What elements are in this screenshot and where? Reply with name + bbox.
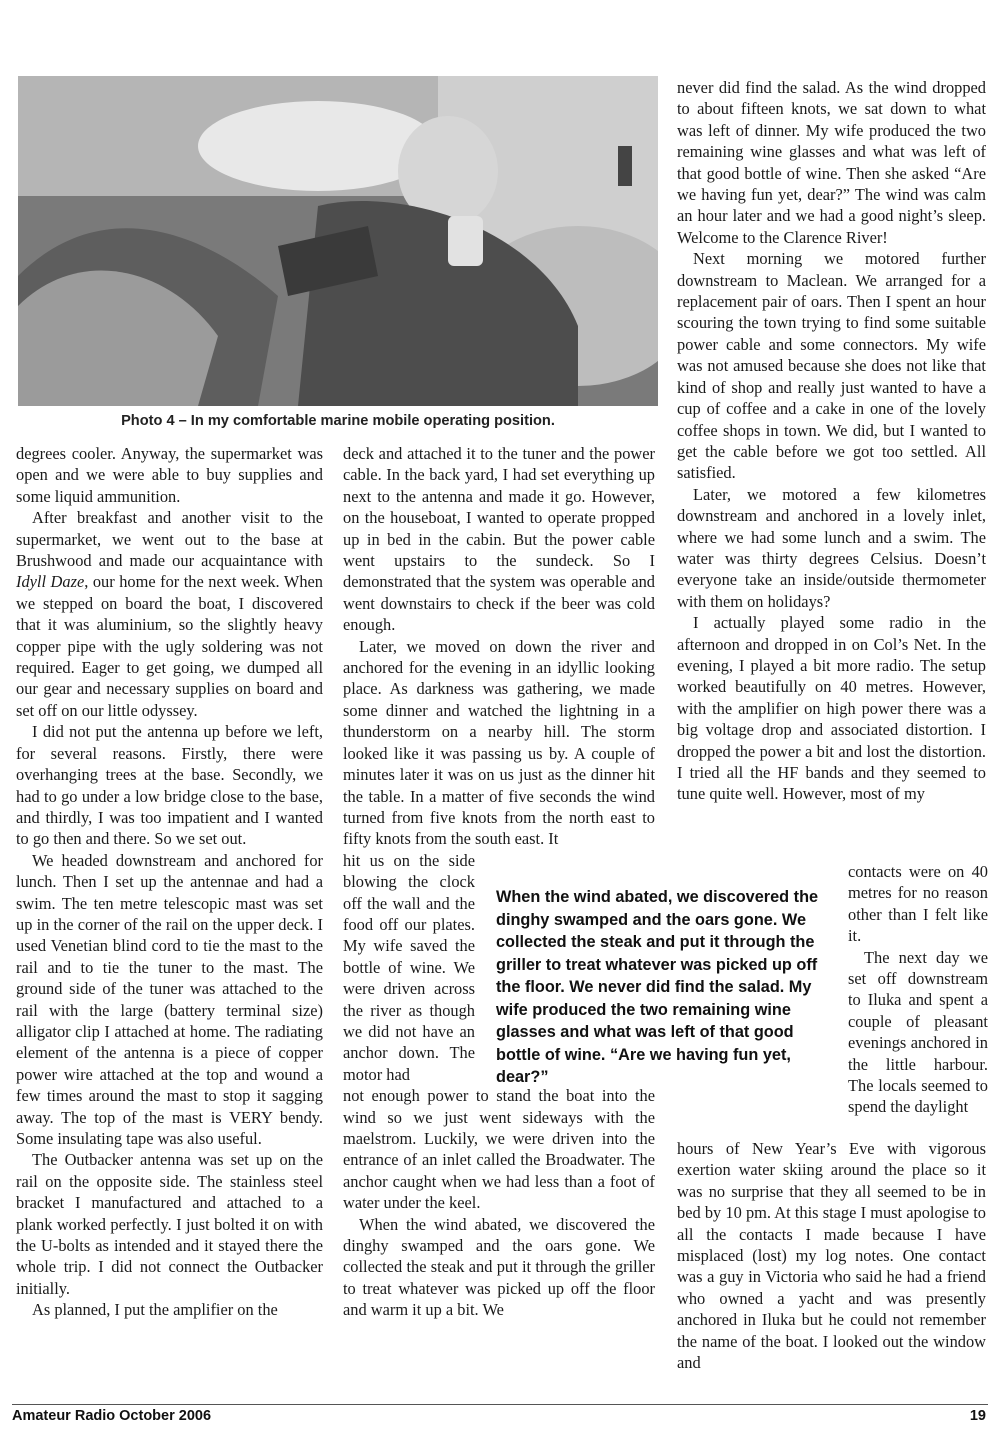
photo-caption: Photo 4 – In my comfortable marine mobile operating position. (121, 413, 555, 429)
article-column-3 (677, 77, 986, 805)
page-number: 19 (969, 1408, 986, 1424)
footer-publication: Amateur Radio October 2006 (12, 1408, 212, 1424)
article-column-1 (16, 443, 323, 1321)
pull-quote: When the wind abated, we discovered the dinghy swamped and the oars gone. We collected the steak and put it through the griller to treat whatever was picked up off the floor. We never did find the salad. My wife produced the two remaining wine glasses and what was left of that good bottle of wine. “Are we having fun yet, dear?” (496, 888, 819, 1086)
footer-rule (12, 1404, 988, 1405)
body-paragraph: never did find the salad. As the wind dropped to about fifteen knots, we sat down to what was left of dinner. My wife produced the two remaining wine glasses and what was left of that good bottle of wine. Then she asked “Are we having fun yet, dear?” The wind was calm an hour later and we had a good night’s sleep. Welcome to the Clarence River! (677, 78, 986, 247)
photo-operating-position (18, 76, 658, 406)
text-run: , our home for the next week. When we stepped on board the boat, I discovered that it was aluminium, so the slightly heavy copper pipe with the ugly soldering was not required. Eager to get going, we dumped all our gear and necessary supplies on board and set off on our little odyssey. (16, 572, 323, 720)
body-paragraph: degrees cooler. Anyway, the supermarket was open and we were able to buy supplies and some liquid ammunition. (16, 444, 323, 506)
article-column-2 (343, 443, 655, 1321)
body-paragraph: hours of New Year’s Eve with vigorous exertion water skiing around the place so it was no surprise that they all seemed to be in bed by 10 pm. At this stage I must apologise to all the contacts I made because I have misplaced (lost) my log notes. One contact was a guy in Victoria who said he had a friend who owned a yacht and was presently anchored in Iluka but he could not remember the name of the boat. I looked out the window and (677, 1139, 986, 1373)
body-paragraph: not enough power to stand the boat into the wind so we just went sideways with the maelstrom. Luckily, we were driven into the entrance of an inlet called the Broadwater. The anchor caught when we had less than a foot of water under the keel. (343, 1086, 655, 1213)
body-paragraph: Later, we moved on down the river and anchored for the evening in an idyllic looking place. As darkness was gathering, we made some dinner and watched the lightning in a thunderstorm on a nearby hill. The storm looked like it was passing us by. A couple of minutes later it was on us just as the dinner hit the table. In a matter of five seconds the wind turned from five knots from the north east to fifty knots from the south east. It (343, 636, 655, 849)
body-paragraph-wrap: hit us on the side blowing the clock off the wall and the food off our plates. My wife saved the bottle of wine. We were driven across the river as though we did not have an anchor down. The motor had (343, 850, 475, 1084)
body-paragraph: deck and attached it to the tuner and the power cable. In the back yard, I had set everything up next to the antenna and made it go. However, on the houseboat, I wanted to operate propped up in bed in the cabin. But the power cable went upstairs to the sundeck. So I demonstrated that the system was operable and went downstairs to check if the beer was cold enough. (343, 444, 655, 635)
body-paragraph: Next morning we motored further downstream to Maclean. We arranged for a replacement pair of oars. Then I spent an hour scouring the town trying to find some suitable power cable and some connectors. My wife was not amused because she does not like that kind of shop and really just wanted to have a cup of coffee and a cake in one of the lovely coffee shops in town. We did, but I wanted to get the cable before we got too settled. All satisfied. (677, 249, 986, 483)
body-paragraph (16, 507, 323, 721)
body-paragraph: I actually played some radio in the afternoon and dropped in on Col’s Net. In the evening, I played a bit more radio. The setup worked beautifully on 40 metres. However, with the amplifier on high power there was a big voltage drop and associated distortion. I dropped the power a bit and lost the distortion. I tried all the HF bands and they seemed to tune quite well. However, most of my (677, 613, 986, 804)
article-column-3-narrow (848, 861, 988, 1118)
body-paragraph: We headed downstream and anchored for lunch. Then I set up the antennae and had a swim. The ten metre telescopic mast was set up in the corner of the rail on the upper deck. I used Venetian blind cord to tie the mast to the rail and to tie the tuner to the mast. The ground side of the tuner was attached to the rail with the large (battery terminal size) alligator clip I attached at home. The radiating element of the antenna is a piece of copper power wire attached at the top and wound a few times around the mast to stop it sagging away. The top of the mast is VERY bendy. Some insulating tape was also useful. (16, 850, 323, 1148)
body-paragraph: When the wind abated, we discovered the dinghy swamped and the oars gone. We collected the steak and put it through the griller to treat whatever was picked up off the floor and warm it up a bit. We (343, 1214, 655, 1320)
body-paragraph: As planned, I put the amplifier on the (32, 1300, 278, 1320)
photo-image (18, 76, 658, 406)
body-paragraph: Later, we motored a few kilometres downstream and anchored in a lovely inlet, where we had some lunch and a swim. The water was thirty degrees Celsius. Doesn’t everyone take an inside/outside thermometer with them on holidays? (677, 484, 986, 611)
body-paragraph-wrap: contacts were on 40 metres for no reason other than I felt like it. (848, 862, 988, 946)
body-paragraph: I did not put the antenna up before we left, for several reasons. Firstly, there were overhanging trees at the base. Secondly, we had to go under a low bridge close to the base, and thirdly, I was too impatient and I wanted to go then and there. So we set out. (16, 722, 323, 849)
body-paragraph: The next day we set off downstream to Iluka and spent a couple of pleasant evenings anchored in the little harbour. The locals seemed to spend the daylight (848, 947, 988, 1117)
boat-name: Idyll Daze (16, 572, 85, 592)
text-run: After breakfast and another visit to the supermarket, we went out to the base at Brushwood and made our acquaintance with (16, 508, 323, 571)
body-paragraph: The Outbacker antenna was set up on the rail on the opposite side. The stainless steel bracket I manufactured and attached to a plank worked perfectly. I just bolted it on with the U-bolts as intended and it stayed there the whole trip. I did not connect the Outbacker initially. (16, 1150, 323, 1298)
article-column-3-bottom (677, 1138, 986, 1373)
